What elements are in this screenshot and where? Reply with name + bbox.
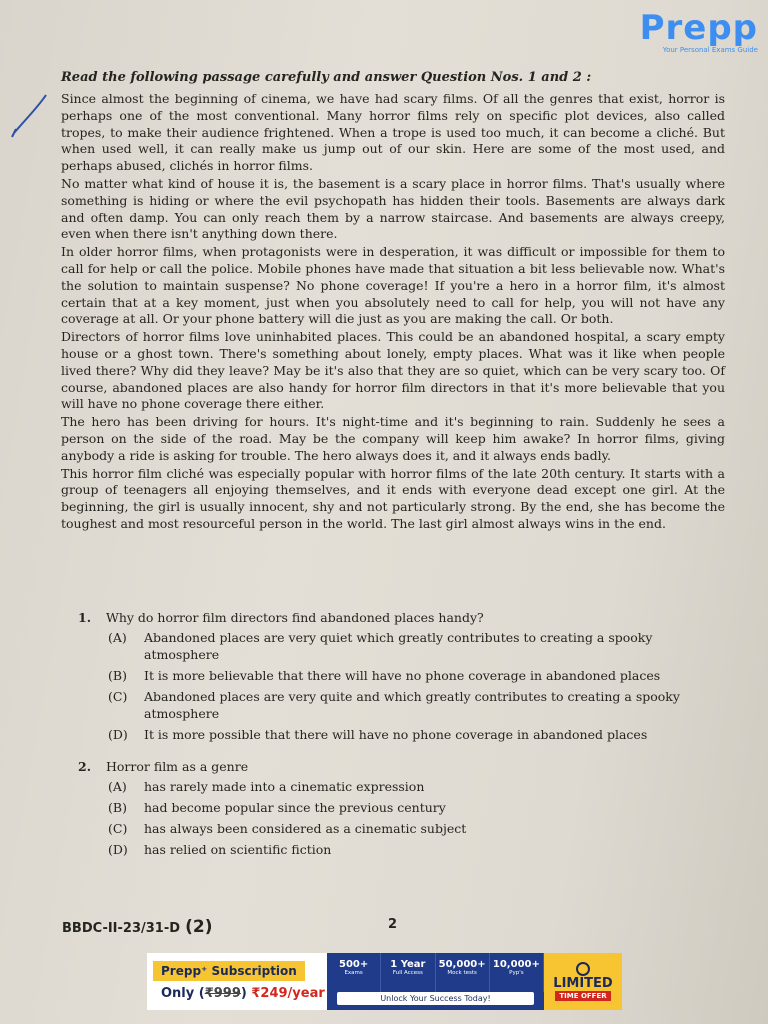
questions-section xyxy=(78,610,728,862)
question-text: Horror film as a genre xyxy=(106,759,249,774)
passage-paragraph: Since almost the beginning of cinema, we have had scary films. Of all the genres that exist, horror is perhaps one of the most conventional. Many horror films rely on specific plot devices, also called tropes, to make their audience frightened. When a trope is used too much, it can become a cliché. But when used well, it can really make us jump out of our skin. Here are some of the most used, and perhaps abused, clichés in horror films. xyxy=(61,91,725,174)
page-number: 2 xyxy=(388,917,398,932)
page-footer xyxy=(62,917,462,937)
banner-stat: 1 Year Full Access xyxy=(381,953,435,992)
paper-code: BBDC-II-23/31-D xyxy=(62,921,181,936)
banner-stat: 50,000+ Mock tests xyxy=(436,953,490,992)
question-1 xyxy=(78,610,728,743)
instruction-text: Read the following passage carefully and answer Question Nos. 1 and 2 : xyxy=(61,70,592,85)
clock-icon xyxy=(576,962,590,976)
option-c[interactable]: (C) has always been considered as a cinematic subject xyxy=(108,821,467,836)
passage-section xyxy=(61,70,725,534)
passage-paragraph: In older horror films, when protagonists were in desperation, it was difficult or impossible for them to call for help or call the police. Mobile phones have made that situation a bit less believable now. What's the solution to maintain suspense? No phone coverage! If you're a hero in a horror film, it's almost certain that at a key moment, just when you absolutely need to call for help, you will not have any coverage at all. Or your phone battery will die just as you are making the call. Or both. xyxy=(61,244,725,327)
option-a[interactable]: (A) Abandoned places are very quiet which greatly contributes to creating a spooky atmosphere xyxy=(108,630,653,662)
question-number: 1. xyxy=(78,610,92,625)
brand-logo: Prepp xyxy=(639,8,758,48)
question-2 xyxy=(78,759,728,858)
passage-paragraph: The hero has been driving for hours. It's night-time and it's beginning to rain. Suddenly he sees a person on the side of the road. May be the company will keep him awake? In horror films, giving anybody a ride is asking for trouble. The hero always does it, and it always ends badly. xyxy=(61,414,725,463)
question-text: Why do horror film directors find abandoned places handy? xyxy=(106,610,484,625)
option-c[interactable]: (C) Abandoned places are very quite and which greatly contributes to creating a spooky atmosphere xyxy=(108,689,680,721)
option-d[interactable]: (D) It is more possible that there will have no phone coverage in abandoned places xyxy=(108,727,648,742)
banner-stat: 10,000+ Pyp's xyxy=(490,953,544,992)
passage-paragraph: This horror film cliché was especially popular with horror films of the late 20th century. It starts with a group of teenagers all enjoying themselves, and it ends with everyone dead except one girl. At the beginning, the girl is usually innocent, shy and not particularly strong. By the end, she has become the toughest and most resourceful person in the world. The last girl almost always wins in the end. xyxy=(61,465,725,531)
brand-watermark xyxy=(640,10,758,54)
option-b[interactable]: (B) It is more believable that there will have no phone coverage in abandoned places xyxy=(108,668,661,683)
limited-offer-badge[interactable]: LIMITED TIME OFFER xyxy=(544,953,622,1010)
subscription-banner[interactable] xyxy=(147,953,622,1010)
passage-paragraph: No matter what kind of house it is, the basement is a scary place in horror films. That's usually where something is hiding or where the evil psychopath has hidden their tools. Basements are always dark and often damp. You can only reach them by a narrow staircase. And basements are always creepy, even when there isn't anything down there. xyxy=(61,175,725,242)
paper-code-suffix: (2) xyxy=(185,917,213,937)
option-d[interactable]: (D) has relied on scientific fiction xyxy=(108,842,332,857)
option-b[interactable]: (B) had become popular since the previous century xyxy=(108,800,446,815)
banner-stat: 500+ Exams xyxy=(327,953,381,992)
brand-tagline: Your Personal Exams Guide xyxy=(662,46,758,54)
option-a[interactable]: (A) has rarely made into a cinematic expression xyxy=(108,779,425,794)
banner-price: Only (₹999) ₹249/year xyxy=(161,986,325,1001)
banner-title: Prepp⁺ Subscription xyxy=(153,961,305,981)
question-number: 2. xyxy=(78,759,92,774)
unlock-button[interactable]: Unlock Your Success Today! xyxy=(337,992,534,1005)
passage-paragraph: Directors of horror films love uninhabited places. This could be an abandoned hospital, a scary empty house or a ghost town. There's something about lonely, empty places. What was it like when people lived there? Why did they leave? May be it's also that they are so quiet, which can be very scary too. Of course, abandoned places are also handy for horror film directors in that it's more believable that you will have no phone coverage there either. xyxy=(61,329,725,412)
pen-mark-icon xyxy=(8,93,50,141)
